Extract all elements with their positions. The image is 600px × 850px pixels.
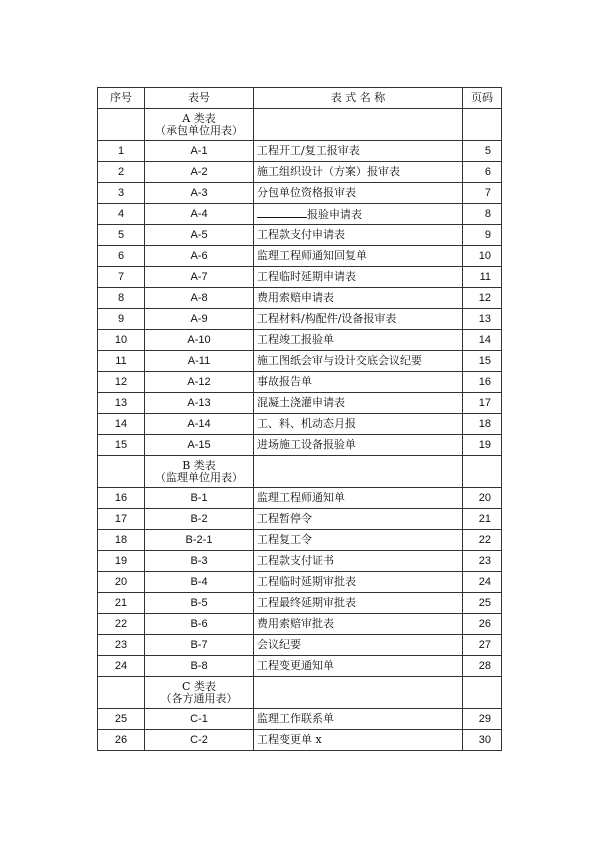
- row-page-number: 22: [463, 530, 502, 551]
- row-form-name-cell: [254, 351, 463, 372]
- row-form-name-cell: [254, 730, 463, 751]
- table-row: [98, 414, 502, 435]
- table-row: [98, 246, 502, 267]
- row-form-code: C-2: [145, 730, 254, 751]
- row-seq: 24: [98, 656, 145, 677]
- row-form-name-cell: [254, 572, 463, 593]
- header-row: [98, 88, 502, 109]
- table-row: [98, 435, 502, 456]
- table-row: [98, 509, 502, 530]
- section-subtitle: （承包单位用表）: [155, 123, 243, 137]
- row-form-name-cell: [254, 267, 463, 288]
- table-row: [98, 162, 502, 183]
- form-index-table: [97, 87, 502, 751]
- row-seq: 25: [98, 709, 145, 730]
- row-seq: 15: [98, 435, 145, 456]
- table-row: [98, 183, 502, 204]
- table-row: [98, 530, 502, 551]
- table-row: [98, 225, 502, 246]
- row-form-code: A-9: [145, 309, 254, 330]
- row-form-name: 费用索赔审批表: [257, 617, 334, 630]
- row-form-name: 工程款支付申请表: [257, 228, 345, 241]
- row-form-code: B-2: [145, 509, 254, 530]
- row-form-name-cell: [254, 509, 463, 530]
- row-page-number: 26: [463, 614, 502, 635]
- table-row: [98, 709, 502, 730]
- row-form-name: 工程暂停令: [257, 512, 312, 525]
- row-seq: 7: [98, 267, 145, 288]
- row-page-number: 19: [463, 435, 502, 456]
- row-seq: 19: [98, 551, 145, 572]
- row-form-code: A-10: [145, 330, 254, 351]
- row-seq: 4: [98, 204, 145, 225]
- section-row: [98, 677, 502, 709]
- row-page-number: 16: [463, 372, 502, 393]
- row-page-number: 8: [463, 204, 502, 225]
- row-seq: 14: [98, 414, 145, 435]
- section-empty-cell: [463, 109, 502, 141]
- row-form-code: B-2-1: [145, 530, 254, 551]
- blank-underline: [257, 207, 307, 218]
- row-form-name-cell: [254, 551, 463, 572]
- row-form-name: 会议纪要: [257, 638, 301, 651]
- section-row: [98, 109, 502, 141]
- row-seq: 11: [98, 351, 145, 372]
- row-form-name: 费用索赔申请表: [257, 291, 334, 304]
- table-body: [98, 109, 502, 751]
- section-title-cell: [145, 109, 254, 141]
- row-form-name-cell: [254, 488, 463, 509]
- row-form-code: A-1: [145, 141, 254, 162]
- row-form-name-cell: [254, 656, 463, 677]
- row-form-name-cell: [254, 162, 463, 183]
- row-form-name: 工程临时延期审批表: [257, 575, 356, 588]
- section-title: C 类表: [182, 679, 216, 693]
- row-seq: 17: [98, 509, 145, 530]
- row-form-code: A-5: [145, 225, 254, 246]
- row-form-name: 施工组织设计（方案）报审表: [257, 165, 400, 178]
- table-row: [98, 309, 502, 330]
- row-form-name: 工程竣工报验单: [257, 333, 334, 346]
- row-seq: 26: [98, 730, 145, 751]
- row-page-number: 29: [463, 709, 502, 730]
- table-row: [98, 488, 502, 509]
- row-form-code: B-3: [145, 551, 254, 572]
- row-seq: 23: [98, 635, 145, 656]
- row-form-name: 工程变更单 x: [257, 733, 322, 746]
- row-seq: 22: [98, 614, 145, 635]
- table-row: [98, 393, 502, 414]
- row-form-code: B-4: [145, 572, 254, 593]
- table-row: [98, 288, 502, 309]
- row-form-name-cell: [254, 372, 463, 393]
- row-seq: 16: [98, 488, 145, 509]
- row-page-number: 10: [463, 246, 502, 267]
- row-form-name: 工程变更通知单: [257, 659, 334, 672]
- row-page-number: 5: [463, 141, 502, 162]
- row-seq: 1: [98, 141, 145, 162]
- row-page-number: 27: [463, 635, 502, 656]
- table-row: [98, 572, 502, 593]
- row-page-number: 11: [463, 267, 502, 288]
- section-subtitle: （监理单位用表）: [155, 470, 243, 484]
- row-form-code: A-3: [145, 183, 254, 204]
- row-form-code: B-1: [145, 488, 254, 509]
- row-form-name-cell: [254, 414, 463, 435]
- table-row: [98, 141, 502, 162]
- row-page-number: 23: [463, 551, 502, 572]
- row-form-code: A-2: [145, 162, 254, 183]
- row-page-number: 6: [463, 162, 502, 183]
- row-page-number: 14: [463, 330, 502, 351]
- table-row: [98, 730, 502, 751]
- row-page-number: 12: [463, 288, 502, 309]
- row-seq: 21: [98, 593, 145, 614]
- row-form-code: A-8: [145, 288, 254, 309]
- header-seq: 序号: [98, 88, 145, 109]
- row-form-code: A-4: [145, 204, 254, 225]
- table-row: [98, 614, 502, 635]
- section-title-cell: [145, 677, 254, 709]
- row-page-number: 28: [463, 656, 502, 677]
- row-form-name-cell: [254, 393, 463, 414]
- row-form-name-cell: [254, 225, 463, 246]
- row-form-code: A-12: [145, 372, 254, 393]
- row-page-number: 17: [463, 393, 502, 414]
- row-form-name-cell: [254, 330, 463, 351]
- header-code: 表号: [145, 88, 254, 109]
- section-empty-cell: [98, 109, 145, 141]
- row-form-code: B-7: [145, 635, 254, 656]
- row-form-code: A-13: [145, 393, 254, 414]
- row-form-code: A-11: [145, 351, 254, 372]
- row-form-name: 监理工作联系单: [257, 712, 334, 725]
- row-page-number: 9: [463, 225, 502, 246]
- row-form-name: 工程复工令: [257, 533, 312, 546]
- row-form-name-cell: [254, 246, 463, 267]
- section-empty-cell: [254, 456, 463, 488]
- row-seq: 2: [98, 162, 145, 183]
- row-page-number: 25: [463, 593, 502, 614]
- row-form-name: 工程材料/构配件/设备报审表: [257, 312, 397, 325]
- section-row: [98, 456, 502, 488]
- table-row: [98, 593, 502, 614]
- header-page: 页码: [463, 88, 502, 109]
- row-seq: 13: [98, 393, 145, 414]
- row-form-name-cell: [254, 288, 463, 309]
- section-empty-cell: [463, 677, 502, 709]
- row-form-name: 报验申请表: [307, 208, 362, 221]
- row-form-name: 工程开工/复工报审表: [257, 144, 360, 157]
- row-form-name-cell: [254, 183, 463, 204]
- table-row: [98, 551, 502, 572]
- table-row: [98, 204, 502, 225]
- row-form-name-cell: [254, 530, 463, 551]
- section-subtitle: （各方通用表）: [160, 691, 238, 705]
- row-seq: 18: [98, 530, 145, 551]
- section-empty-cell: [254, 109, 463, 141]
- row-form-code: A-7: [145, 267, 254, 288]
- row-form-name: 监理工程师通知回复单: [257, 249, 367, 262]
- row-form-name: 监理工程师通知单: [257, 491, 345, 504]
- row-form-name: 工程款支付证书: [257, 554, 334, 567]
- row-form-code: C-1: [145, 709, 254, 730]
- row-seq: 6: [98, 246, 145, 267]
- row-page-number: 21: [463, 509, 502, 530]
- table-row: [98, 267, 502, 288]
- row-page-number: 13: [463, 309, 502, 330]
- table-row: [98, 656, 502, 677]
- row-form-name: 分包单位资格报审表: [257, 186, 356, 199]
- row-form-name: 进场施工设备报验单: [257, 438, 356, 451]
- row-form-name: 混凝土浇灌申请表: [257, 396, 345, 409]
- row-page-number: 30: [463, 730, 502, 751]
- section-title-cell: [145, 456, 254, 488]
- row-form-name: 工程临时延期申请表: [257, 270, 356, 283]
- row-form-code: B-5: [145, 593, 254, 614]
- row-seq: 20: [98, 572, 145, 593]
- row-form-name-cell: [254, 635, 463, 656]
- section-empty-cell: [254, 677, 463, 709]
- row-form-name-cell: [254, 614, 463, 635]
- row-form-name-cell: [254, 204, 463, 225]
- row-form-name: 施工图纸会审与设计交底会议纪要: [257, 354, 422, 367]
- section-title: B 类表: [182, 458, 216, 472]
- row-form-code: A-6: [145, 246, 254, 267]
- row-form-name-cell: [254, 309, 463, 330]
- row-seq: 8: [98, 288, 145, 309]
- row-form-name-cell: [254, 709, 463, 730]
- row-seq: 9: [98, 309, 145, 330]
- row-page-number: 15: [463, 351, 502, 372]
- row-form-code: B-8: [145, 656, 254, 677]
- row-page-number: 18: [463, 414, 502, 435]
- header-name: 表 式 名 称: [254, 88, 463, 109]
- row-page-number: 20: [463, 488, 502, 509]
- row-seq: 5: [98, 225, 145, 246]
- row-page-number: 7: [463, 183, 502, 204]
- table-row: [98, 372, 502, 393]
- row-form-name: 工程最终延期审批表: [257, 596, 356, 609]
- row-form-code: B-6: [145, 614, 254, 635]
- table-row: [98, 330, 502, 351]
- row-form-name: 工、料、机动态月报: [257, 417, 356, 430]
- section-empty-cell: [463, 456, 502, 488]
- row-form-name-cell: [254, 435, 463, 456]
- row-form-code: A-15: [145, 435, 254, 456]
- table-row: [98, 635, 502, 656]
- row-seq: 10: [98, 330, 145, 351]
- row-page-number: 24: [463, 572, 502, 593]
- section-title: A 类表: [182, 111, 216, 125]
- section-empty-cell: [98, 677, 145, 709]
- row-form-name: 事故报告单: [257, 375, 312, 388]
- row-form-name-cell: [254, 593, 463, 614]
- row-form-name-cell: [254, 141, 463, 162]
- row-seq: 3: [98, 183, 145, 204]
- section-empty-cell: [98, 456, 145, 488]
- row-form-code: A-14: [145, 414, 254, 435]
- row-seq: 12: [98, 372, 145, 393]
- table-row: [98, 351, 502, 372]
